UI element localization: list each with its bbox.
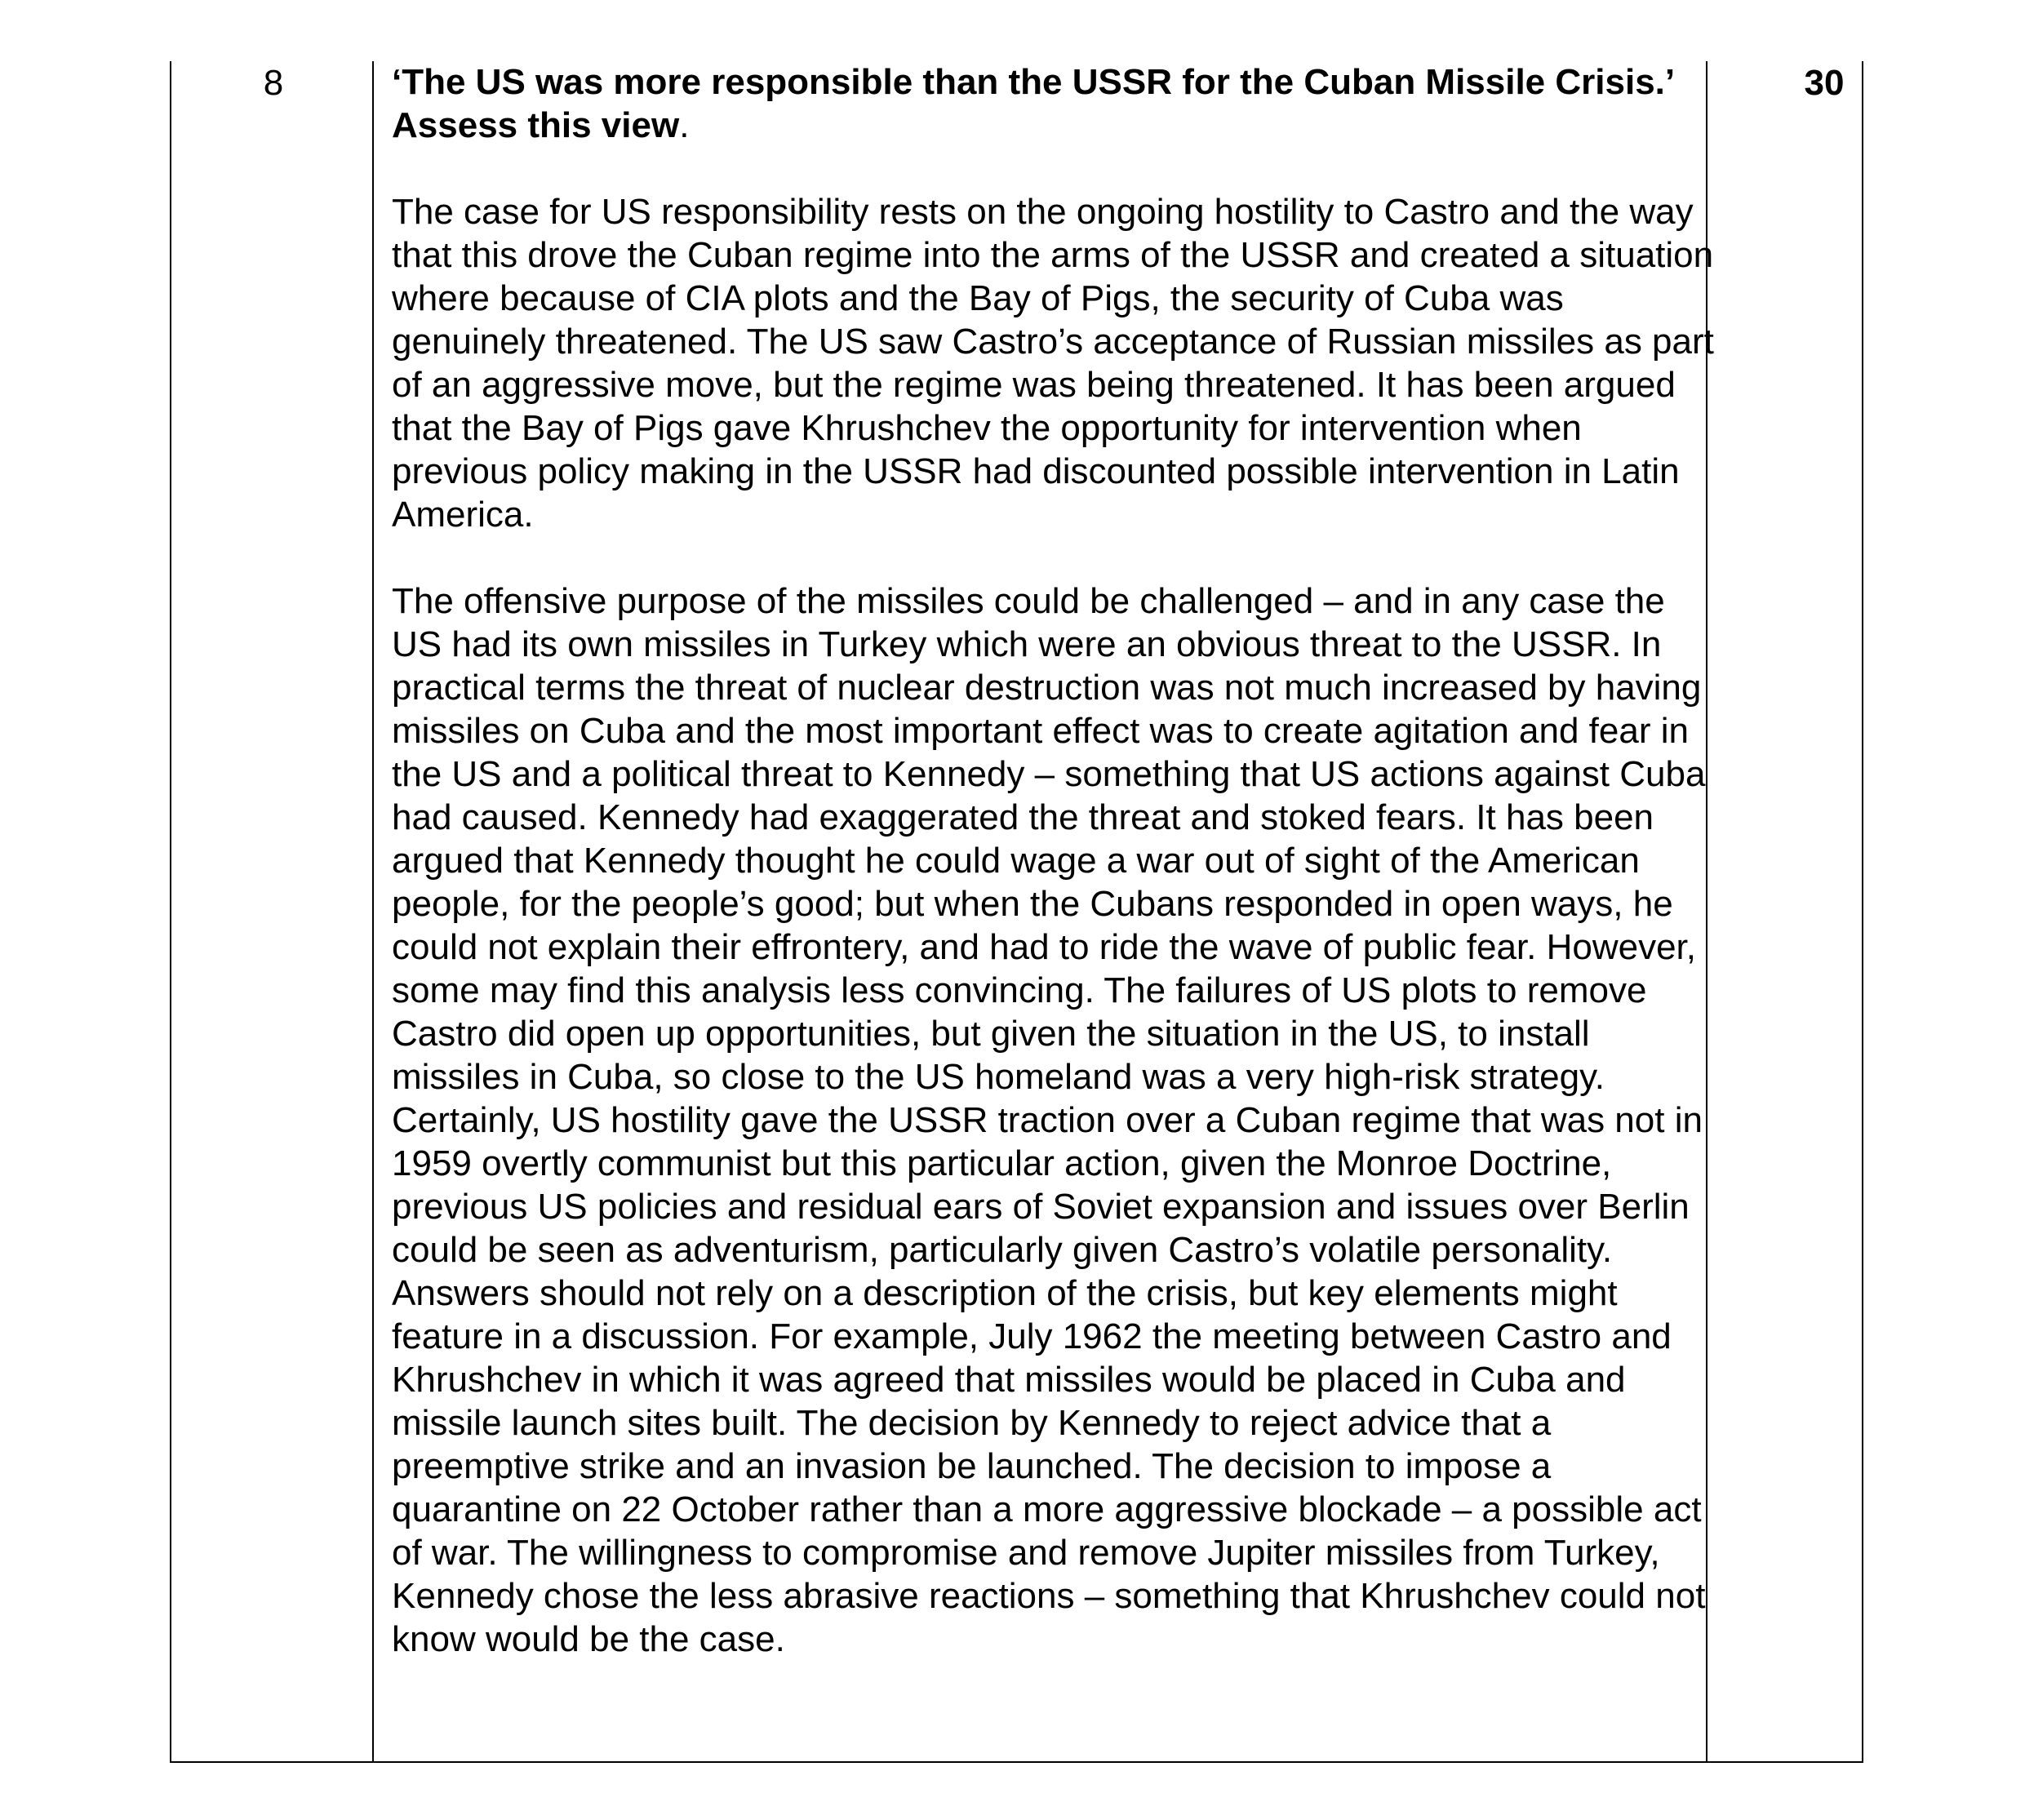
marks-value: 30 [1804, 63, 1845, 103]
question-end-punctuation: . [679, 105, 690, 145]
guidance-paragraph-2: The offensive purpose of the missiles could be challenged – and in any case the US had its own missiles in Turkey which were an obvious threat to the USSR. In practical terms the threat of nuclear destruction was not much increased by having missiles on Cuba and the most important effect was to create agitation and fear in the US and a political threat to Kennedy – something that US actions against Cuba had caused. Kennedy had exaggerated the threat and stoked fears. It has been argued that Kennedy thought he could wage a war out of sight of the American people, for the people’s good; but when the Cubans responded in open ways, he could not explain their effrontery, and had to ride the wave of public fear. However, some may find this analysis less convincing. The failures of US plots to remove Castro did open up opportunities, but given the situation in the US, to install missiles in Cuba, so close to the US homeland was a very high-risk strategy. Certainly, US hostility gave the USSR traction over a Cuban regime that was not in 1959 overtly communist but this particular action, given the Monroe Doctrine, previous US policies and residual ears of Soviet expansion and issues over Berlin could be seen as adventurism, particularly given Castro’s volatile personality. Answers should not rely on a description of the crisis, but key elements might feature in a discussion. For example, July 1962 the meeting between Castro and Khrushchev in which it was agreed that missiles would be placed in Cuba and missile launch sites built. The decision by Kennedy to reject advice that a preemptive strike and an invasion be launched. The decision to impose a quarantine on 22 October rather than a more aggressive blockade – a possible act of war. The willingness to compromise and remove Jupiter missiles from Turkey, Kennedy chose the less abrasive reactions – something that Khrushchev could not know would be the case. [392, 581, 1706, 1659]
guidance-paragraph-1: The case for US responsibility rests on the ongoing hostility to Castro and the way that this drove the Cuban regime into the arms of the USSR and created a situation where because of CIA plots and the Bay of Pigs, the security of Cuba was genuinely threatened. The US saw Castro’s acceptance of Russian missiles as part of an aggressive move, but the regime was being threatened. It has been argued that the Bay of Pigs gave Khrushchev the opportunity for intervention when previous policy making in the USSR had discounted possible intervention in Latin America. [392, 192, 1714, 535]
question-prompt [392, 60, 1718, 147]
table-border-left [170, 61, 171, 1763]
table-border-bottom [170, 1761, 1863, 1763]
column-divider-1 [372, 61, 374, 1763]
answer-guidance-cell [392, 60, 1718, 1661]
question-text: ‘The US was more responsible than the USSR for the Cuban Missile Crisis.’ Assess this view [392, 62, 1673, 145]
table-border-right [1862, 61, 1863, 1763]
question-number: 8 [263, 63, 284, 103]
